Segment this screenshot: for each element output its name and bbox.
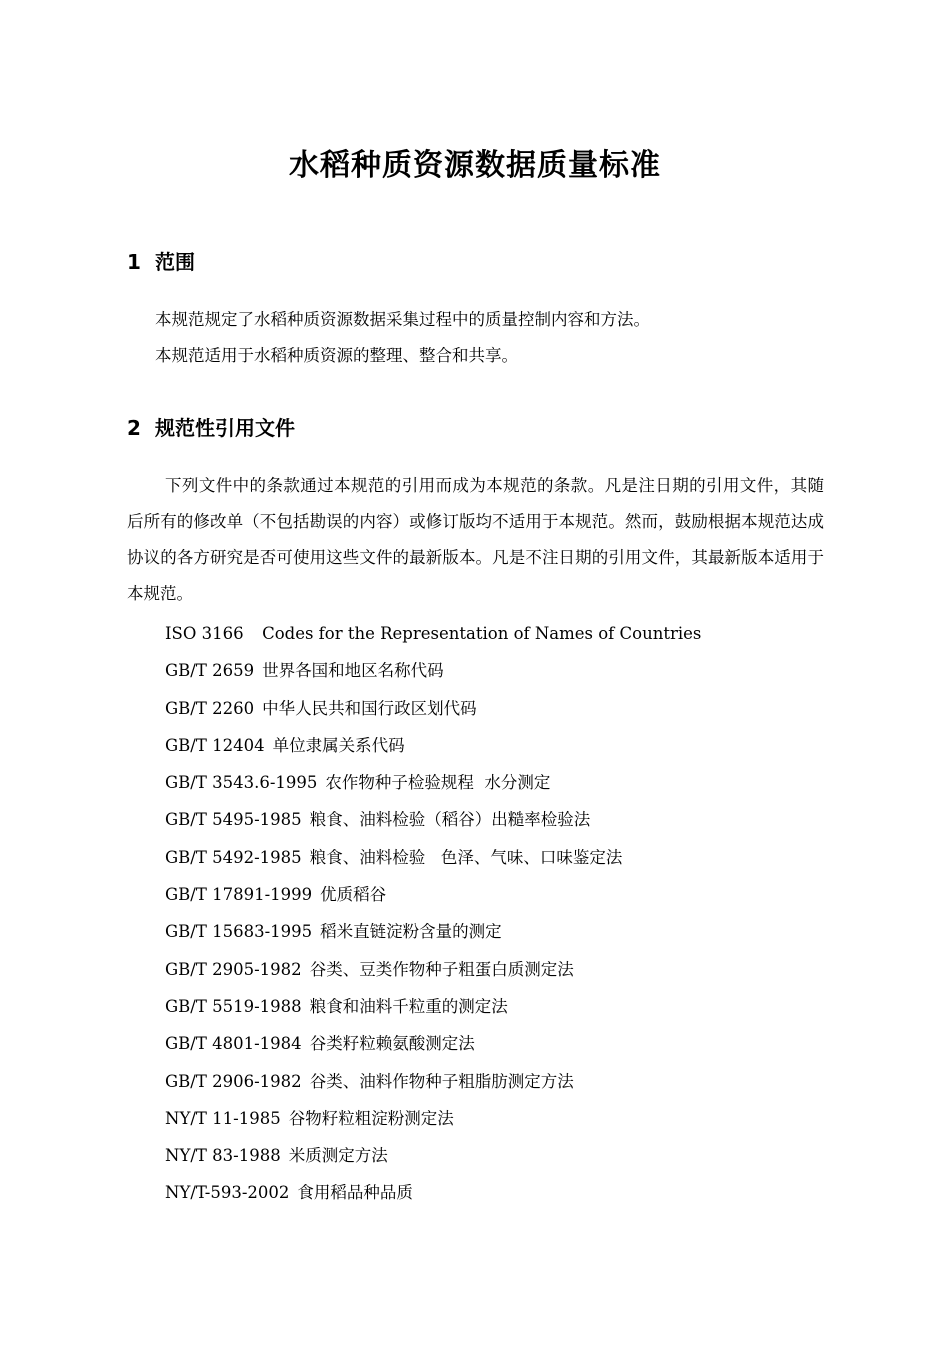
reference-title: 谷类、豆类作物种子粗蛋白质测定法 xyxy=(309,959,574,979)
reference-item xyxy=(165,657,845,694)
reference-code: GB/T 2905-1982 xyxy=(165,959,302,979)
section-1-paragraph-2: 本规范适用于水稻种质资源的整理、整合和共享。 xyxy=(155,346,518,365)
reference-code: GB/T 17891-1999 xyxy=(165,885,313,905)
reference-code: GB/T 2659 xyxy=(165,661,255,681)
section-2-title: 规范性引用文件 xyxy=(155,416,295,440)
reference-title: 米质测定方法 xyxy=(288,1146,388,1166)
reference-title: 农作物种子检验规程 水分测定 xyxy=(325,773,551,793)
section-1-heading xyxy=(127,246,195,275)
reference-code: NY/T 83-1988 xyxy=(165,1146,281,1166)
reference-title: 粮食和油料千粒重的测定法 xyxy=(309,996,508,1016)
reference-item xyxy=(165,956,845,993)
reference-item xyxy=(165,993,845,1030)
section-2-heading xyxy=(127,412,295,441)
reference-item xyxy=(165,732,845,769)
reference-code: GB/T 12404 xyxy=(165,735,265,755)
reference-code: GB/T 5519-1988 xyxy=(165,996,302,1016)
reference-code: GB/T 2906-1982 xyxy=(165,1071,302,1091)
section-1-paragraph-1: 本规范规定了水稻种质资源数据采集过程中的质量控制内容和方法。 xyxy=(155,310,650,329)
reference-title: 食用稻品种品质 xyxy=(297,1183,413,1203)
reference-code: ISO 3166 xyxy=(165,624,244,643)
reference-title: 优质稻谷 xyxy=(320,885,387,905)
reference-title: 粮食、油料检验（稻谷）出糙率检验法 xyxy=(309,810,591,830)
reference-item xyxy=(165,1179,845,1216)
reference-title: Codes for the Representation of Names of Countries xyxy=(251,624,702,643)
reference-title: 谷类、油料作物种子粗脂肪测定方法 xyxy=(309,1071,574,1091)
reference-item xyxy=(165,806,845,843)
reference-code: GB/T 4801-1984 xyxy=(165,1034,302,1054)
section-2-number: 2 xyxy=(127,416,141,440)
reference-title: 稻米直链淀粉含量的测定 xyxy=(320,922,502,942)
reference-title: 单位隶属关系代码 xyxy=(272,735,405,755)
reference-code: GB/T 2260 xyxy=(165,698,255,718)
reference-title: 粮食、油料检验 色泽、气味、口味鉴定法 xyxy=(309,847,623,867)
reference-item xyxy=(165,695,845,732)
reference-title: 中华人民共和国行政区划代码 xyxy=(262,698,477,718)
reference-item xyxy=(165,918,845,955)
document-title: 水稻种质资源数据质量标准 xyxy=(289,148,661,183)
reference-item xyxy=(165,769,845,806)
reference-item xyxy=(165,844,845,881)
reference-item xyxy=(165,620,845,657)
reference-code: GB/T 5495-1985 xyxy=(165,810,302,830)
section-1-title: 范围 xyxy=(155,250,195,274)
reference-item xyxy=(165,1142,845,1179)
reference-code: GB/T 3543.6-1995 xyxy=(165,773,318,793)
section-1-number: 1 xyxy=(127,250,141,274)
section-2-intro-paragraph: 下列文件中的条款通过本规范的引用而成为本规范的条款。凡是注日期的引用文件，其随后所有的修改单（不包括勘误的内容）或修订版均不适用于本规范。然而，鼓励根据本规范达成协议的各方研究是否可使用这些文件的最新版本。凡是不注日期的引用文件，其最新版本适用于本规范。 xyxy=(127,476,824,603)
reference-title: 谷物籽粒粗淀粉测定法 xyxy=(288,1108,454,1128)
reference-code: NY/T-593-2002 xyxy=(165,1183,290,1203)
reference-item xyxy=(165,1030,845,1067)
reference-code: GB/T 15683-1995 xyxy=(165,922,313,942)
reference-item xyxy=(165,1105,845,1142)
reference-code: GB/T 5492-1985 xyxy=(165,847,302,867)
reference-item xyxy=(165,881,845,918)
reference-title: 谷类籽粒赖氨酸测定法 xyxy=(309,1034,475,1054)
reference-item xyxy=(165,1068,845,1105)
reference-list xyxy=(165,620,845,1217)
reference-code: NY/T 11-1985 xyxy=(165,1108,281,1128)
reference-title: 世界各国和地区名称代码 xyxy=(262,661,444,681)
